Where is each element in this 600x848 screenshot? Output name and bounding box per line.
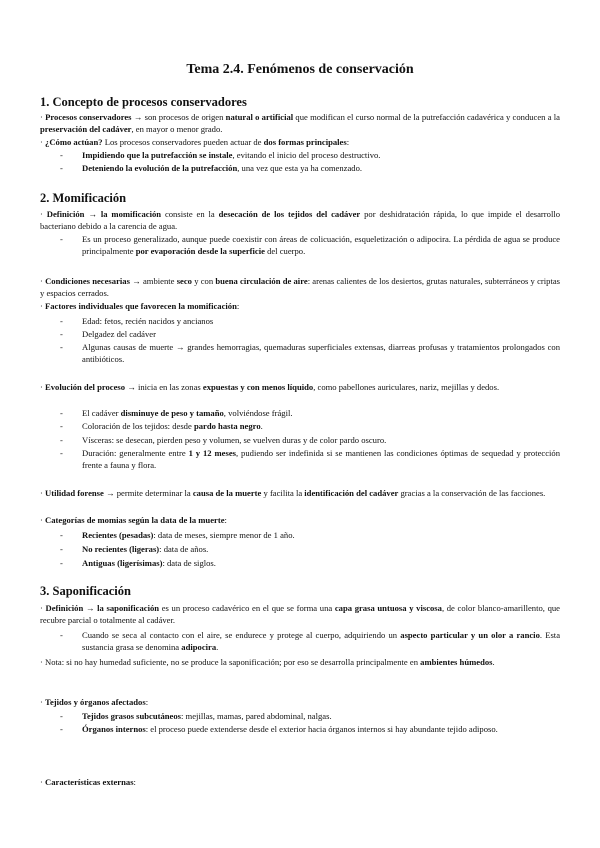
paragraph: · Definición → la saponificación es un proceso cadavérico en el que se forma una capa grasa untuosa y viscosa, de color blanco-amarillento, que recubre parcial o totalmente al cadáver. — [40, 603, 560, 626]
paragraph: · Factores individuales que favorecen la momificación: — [40, 301, 240, 311]
list-item: - Duración: generalmente entre 1 y 12 meses, pudiendo ser indefinida si se mantienen las condiciones óptimas de sequedad y protección frente a fauna y flora. — [60, 448, 560, 471]
paragraph: · ¿Cómo actúan? Los procesos conservadores pueden actuar de dos formas principales: — [40, 137, 350, 147]
section-heading-2: 2. Momificación — [40, 191, 127, 205]
list-item: - Recientes (pesadas): data de meses, siempre menor de 1 año. — [60, 530, 295, 540]
paragraph: · Tejidos y órganos afectados: — [40, 697, 149, 707]
paragraph: · Categorías de momias según la data de la muerte: — [40, 515, 227, 525]
paragraph: · Características externas: — [40, 777, 136, 787]
list-item: - No recientes (ligeras): data de años. — [60, 544, 209, 554]
paragraph: · Nota: si no hay humedad suficiente, no se produce la saponificación; por eso se desarrolla principalmente en ambientes húmedos. — [40, 657, 495, 667]
list-item: - Algunas causas de muerte → grandes hemorragias, quemaduras superficiales extensas, diarreas profusas y tratamientos prolongados con antibióticos. — [60, 342, 560, 365]
list-item: - Deteniendo la evolución de la putrefacción, una vez que esta ya ha comenzado. — [60, 163, 363, 173]
list-item: - Es un proceso generalizado, aunque puede coexistir con áreas de colicuación, esqueletización o adipocira. La pérdida de agua se produce principalmente por evaporación desde la superficie del cuerpo. — [60, 234, 560, 257]
list-item: - Antiguas (ligerísimas): data de siglos. — [60, 558, 216, 568]
list-item: - Cuando se seca al contacto con el aire, se endurece y protege al cuerpo, adquiriendo un aspecto particular y un olor a rancio. Esta sustancia grasa se denomina adipocira. — [60, 630, 561, 653]
list-item: - Tejidos grasos subcutáneos: mejillas, mamas, pared abdominal, nalgas. — [60, 711, 332, 721]
list-item: - Coloración de los tejidos: desde pardo hasta negro. — [60, 421, 263, 431]
paragraph: · Condiciones necesarias → ambiente seco y con buena circulación de aire: arenas calientes de los desiertos, grutas naturales, subterráneos y criptas y espacios cerrados. — [40, 276, 560, 299]
page-title: Tema 2.4. Fenómenos de conservación — [186, 62, 414, 77]
list-item: - Impidiendo que la putrefacción se instale, evitando el inicio del proceso destructivo. — [60, 150, 381, 160]
section-heading-3: 3. Saponificación — [40, 584, 131, 598]
list-item: - Delgadez del cadáver — [60, 329, 156, 339]
list-item: - Órganos internos: el proceso puede extenderse desde el exterior hacia órganos internos si hay abundante tejido adiposo. — [60, 724, 498, 734]
paragraph: · Procesos conservadores → son procesos de origen natural o artificial que modifican el curso normal de la putrefacción cadavérica y conducen a la preservación del cadáver, en mayor o menor grado. — [40, 112, 560, 135]
paragraph: · Evolución del proceso → inicia en las zonas expuestas y con menos líquido, como pabellones auriculares, nariz, mejillas y dedos. — [40, 382, 500, 392]
paragraph: · Definición → la momificación consiste en la desecación de los tejidos del cadáver por deshidratación rápida, lo que impide el desarrollo bacteriano debido a la carencia de agua. — [40, 209, 561, 232]
list-item: - Vísceras: se desecan, pierden peso y volumen, se vuelven duras y de color pardo oscuro. — [60, 435, 387, 445]
paragraph: · Utilidad forense → permite determinar la causa de la muerte y facilita la identificación del cadáver gracias a la conservación de las facciones. — [40, 488, 546, 498]
list-item: - Edad: fetos, recién nacidos y ancianos — [60, 316, 214, 326]
list-item: - El cadáver disminuye de peso y tamaño, volviéndose frágil. — [60, 408, 293, 418]
section-heading-1: 1. Concepto de procesos conservadores — [40, 95, 247, 109]
